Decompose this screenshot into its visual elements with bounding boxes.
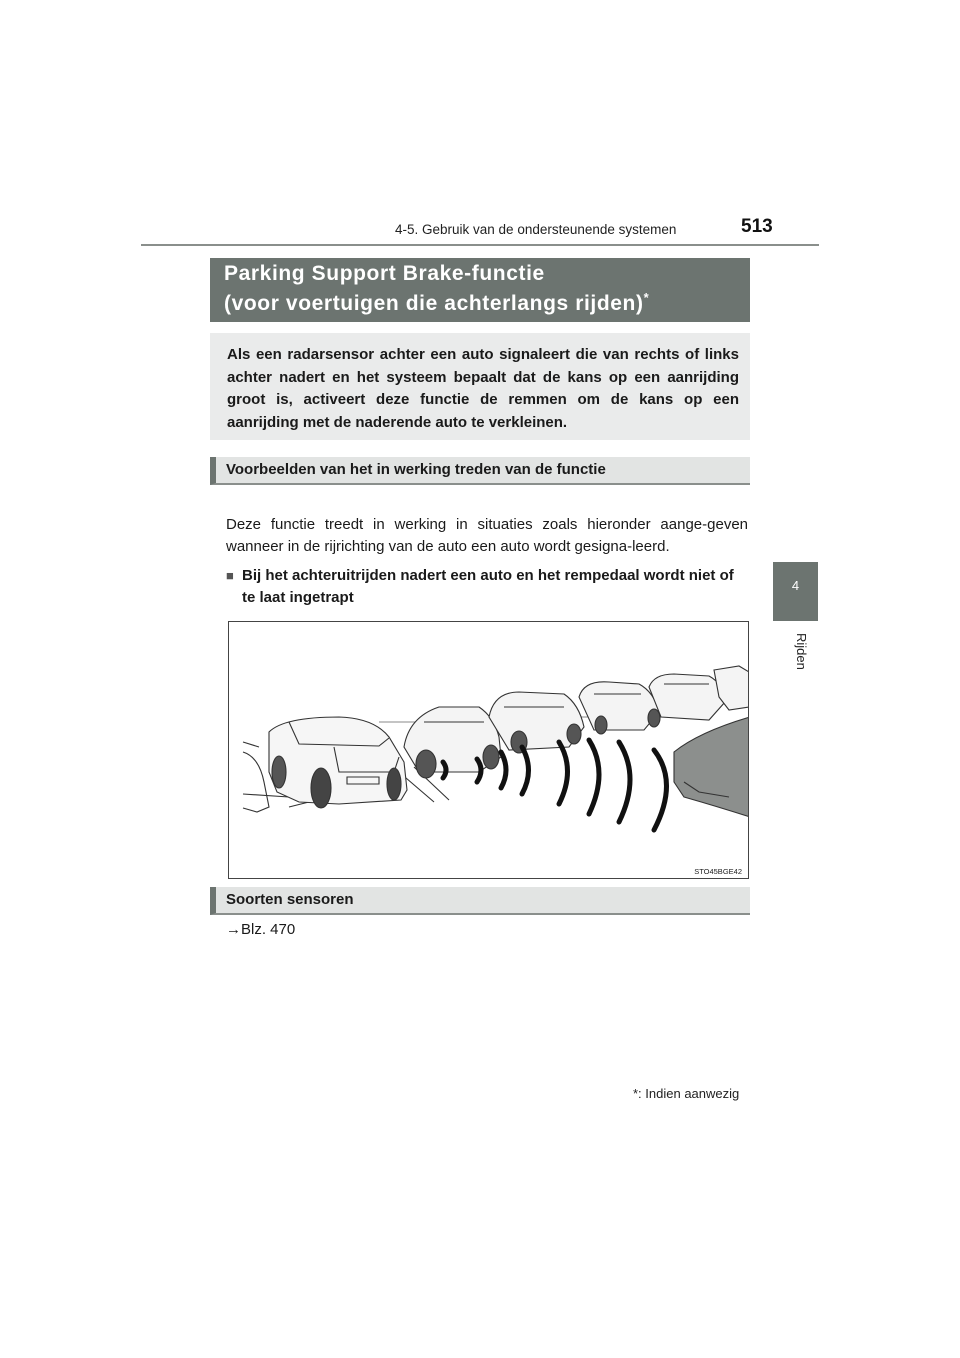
header-divider [141, 244, 819, 246]
title-asterisk: * [643, 290, 650, 305]
figure-code: STO45BGE42 [694, 867, 742, 876]
bullet-square-icon: ■ [226, 568, 234, 583]
footnote: *: Indien aanwezig [633, 1086, 740, 1101]
title-line-1: Parking Support Brake-functie [224, 262, 545, 285]
title-line-2 [224, 290, 649, 316]
subheading-examples [210, 457, 750, 485]
bullet-text: Bij het achteruitrijden nadert een auto en het rempedaal wordt niet of te laat ingetrapt [242, 567, 734, 607]
intro-box [210, 333, 750, 440]
illustration-figure [228, 621, 749, 879]
title-line-2-text: (voor voertuigen die achterlangs rijden) [224, 292, 644, 315]
chapter-tab [773, 562, 818, 621]
section-title-box [210, 258, 750, 322]
examples-body-text: Deze functie treedt in werking in situaties zoals hieronder aange-geven wanneer in de rijrichting van de auto een auto wordt gesigna-leerd. [226, 516, 748, 556]
header-section-title: 4-5. Gebruik van de ondersteunende systemen [395, 222, 677, 237]
subheading-examples-text: Voorbeelden van het in werking treden van de functie [226, 461, 606, 478]
subheading-sensor-types-text: Soorten sensoren [226, 891, 354, 908]
chapter-number: 4 [791, 578, 800, 593]
intro-text: Als een radarsensor achter een auto signaleert die van rechts of links achter nadert en het systeem bepaalt dat de kans op een aanrijding groot is, activeert deze functie de remmen om de kans op een aanrijding met de naderende auto te verkleinen. [227, 346, 739, 432]
chapter-label: Rijden [794, 633, 809, 670]
subheading-sensor-types [210, 887, 750, 915]
parking-scene-illustration [229, 622, 749, 879]
page-reference-link[interactable]: →Blz. 470 [226, 921, 296, 938]
page-number: 513 [741, 216, 773, 237]
